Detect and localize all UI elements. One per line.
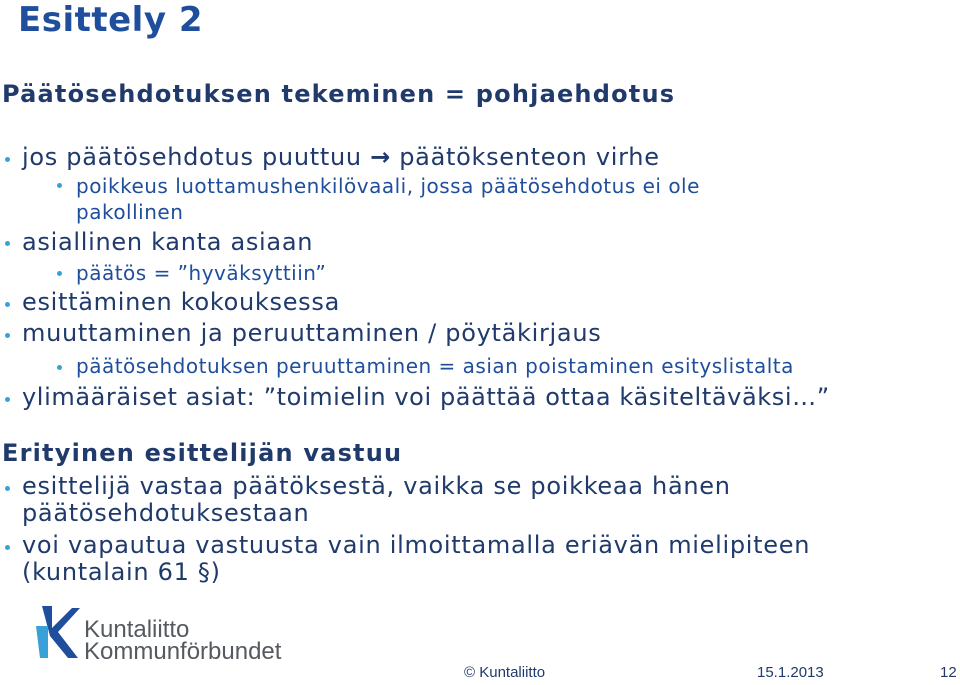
arrow-right-icon: → bbox=[370, 143, 391, 171]
list-item-continuation: päätösehdotuksestaan bbox=[22, 499, 310, 527]
list-item-text: jos päätösehdotus puuttuu bbox=[22, 143, 371, 171]
bullet-icon bbox=[5, 241, 10, 246]
list-item: asiallinen kanta asiaan bbox=[22, 228, 314, 256]
footer-date: 15.1.2013 bbox=[757, 664, 824, 681]
section-heading-proposal: Päätösehdotuksen tekeminen = pohjaehdotus bbox=[2, 80, 676, 108]
kuntaliitto-logo-icon bbox=[36, 604, 80, 660]
footer-page-number: 12 bbox=[940, 664, 957, 681]
list-item-text: päätöksenteon virhe bbox=[390, 143, 660, 171]
list-item-continuation: (kuntalain 61 §) bbox=[22, 558, 221, 586]
list-subitem: poikkeus luottamushenkilövaali, jossa päätösehdotus ei ole bbox=[76, 174, 700, 198]
bullet-icon bbox=[57, 183, 62, 188]
list-subitem: päätös = ”hyväksyttiin” bbox=[76, 261, 327, 285]
list-item bbox=[22, 143, 660, 171]
bullet-icon bbox=[5, 397, 10, 402]
list-item: ylimääräiset asiat: ”toimielin voi päättää ottaa käsiteltäväksi…” bbox=[22, 383, 830, 411]
list-item: voi vapautua vastuusta vain ilmoittamalla eriävän mielipiteen bbox=[22, 531, 811, 559]
bullet-icon bbox=[5, 157, 10, 162]
bullet-icon bbox=[57, 365, 62, 370]
logo-text-sv: Kommunförbundet bbox=[84, 638, 282, 665]
bullet-icon bbox=[5, 545, 10, 550]
list-item: muuttaminen ja peruuttaminen / pöytäkirjaus bbox=[22, 319, 602, 347]
footer-copyright: © Kuntaliitto bbox=[464, 664, 546, 681]
bullet-icon bbox=[5, 333, 10, 338]
bullet-icon bbox=[5, 486, 10, 491]
list-subitem-continuation: pakollinen bbox=[76, 200, 184, 224]
list-item: esittelijä vastaa päätöksestä, vaikka se poikkeaa hänen bbox=[22, 472, 731, 500]
bullet-icon bbox=[57, 271, 62, 276]
list-subitem: päätösehdotuksen peruuttaminen = asian poistaminen esityslistalta bbox=[76, 354, 794, 378]
section-heading-responsibility: Erityinen esittelijän vastuu bbox=[2, 439, 403, 467]
list-item: esittäminen kokouksessa bbox=[22, 288, 340, 316]
logo-text-fi: Kuntaliitto bbox=[84, 616, 190, 643]
slide-title: Esittely 2 bbox=[18, 0, 203, 40]
bullet-icon bbox=[5, 302, 10, 307]
